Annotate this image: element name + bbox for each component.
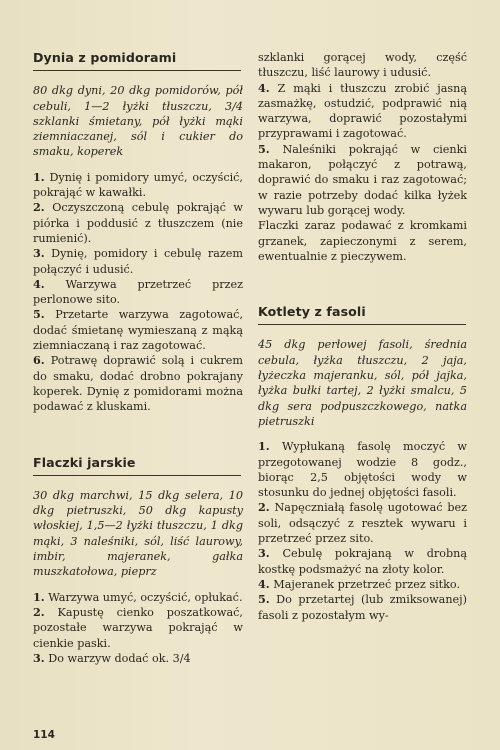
right-column xyxy=(258,50,467,623)
step-item: szklanki gorącej wody, część tłuszczu, liść laurowy i udusić. xyxy=(258,51,467,80)
recipe-title-kotlety: Kotlety z fasoli xyxy=(258,304,366,320)
continuation-flaczki xyxy=(258,50,467,264)
ingredients-flaczki: 30 dkg marchwi, 15 dkg selera, 10 dkg pietruszki, 50 dkg kapusty włoskiej, 1,5—2 łyżki tłuszczu, 1 dkg mąki, 3 naleśniki, sól, liść laurowy, imbir, majeranek, gałka muszkatołowa, pieprz xyxy=(33,488,243,579)
step-item: 3. Dynię, pomidory i cebulę razem połączyć i udusić. xyxy=(33,246,243,276)
page-number: 114 xyxy=(33,729,55,741)
ingredients-dynia: 80 dkg dyni, 20 dkg pomidorów, pół cebuli, 1—2 łyżki tłuszczu, 3/4 szklanki śmietany, pół łyżki mąki ziemniaczanej, sól i cukier do smaku, koperek xyxy=(33,84,243,159)
step-item: Flaczki zaraz podawać z kromkami grzanek, zapieczonymi z serem, ewentualnie z pieczywem. xyxy=(258,219,467,263)
steps-kotlety xyxy=(258,439,467,623)
step-item: 3. Cebulę pokrajaną w drobną kostkę podsmażyć na złoty kolor. xyxy=(258,546,467,576)
step-item: 2. Napęczniałą fasolę ugotować bez soli, odsączyć z resztek wywaru i przetrzeć przez sito. xyxy=(258,500,468,546)
step-item: 1. Dynię i pomidory umyć, oczyścić, pokrająć w kawałki. xyxy=(33,169,243,200)
steps-flaczki xyxy=(33,590,243,666)
step-item: 4. Warzywa przetrzeć przez perlonowe sito. xyxy=(33,276,244,307)
recipe-title-dynia: Dynia z pomidorami xyxy=(33,50,177,65)
step-item: 5. Do przetartej (lub zmiksowanej) fasoli z pozostałym wy- xyxy=(258,592,467,622)
step-item: 5. Naleśniki pokrająć w cienki makaron, połączyć z potrawą, doprawić do smaku i raz zagotować; w razie potrzeby dodać kilka łyżek wywaru lub gorącej wody. xyxy=(258,141,467,217)
step-item: 1. Warzywa umyć, oczyścić, opłukać. xyxy=(33,589,243,604)
step-item: 1. Wypłukaną fasolę moczyć w przegotowanej wodzie 8 godz., biorąc 2,5 objętości wody w stosunku do jednej objętości fasoli. xyxy=(258,439,468,500)
recipe-title-flaczki: Flaczki jarskie xyxy=(33,454,136,470)
step-item: 6. Potrawę doprawić solą i cukrem do smaku, dodać drobno pokrajany koperek. Dynię z pomidorami można podawać z kluskami. xyxy=(33,353,243,414)
step-item: 5. Przetarte warzywa zagotować, dodać śmietanę wymieszaną z mąką ziemniaczaną i raz zagotować. xyxy=(33,307,243,353)
title-rule xyxy=(258,324,466,325)
title-rule xyxy=(33,475,241,476)
title-rule xyxy=(33,70,241,71)
ingredients-kotlety: 45 dkg perłowej fasoli, średnia cebula, łyżka tłuszczu, 2 jaja, łyżeczka majeranku, sól, pół jajka, łyżka bułki tartej, 2 łyżki smalcu, 5 dkg sera podpuszczkowego, natka pietruszki xyxy=(258,338,467,428)
step-item: 3. Do warzyw dodać ok. 3/4 xyxy=(33,650,191,665)
step-item: 2. Kapustę cienko poszatkować, pozostałe warzywa pokrająć w cienkie paski. xyxy=(33,604,243,650)
step-item: 4. Z mąki i tłuszczu zrobić jasną zasmażkę, ostudzić, podprawić nią warzywa, doprawić pozostałymi przyprawami i zagotować. xyxy=(258,80,467,141)
step-item: 4. Majeranek przetrzeć przez sitko. xyxy=(258,576,461,591)
left-column xyxy=(33,44,243,666)
step-item: 2. Oczyszczoną cebulę pokrająć w piórka i poddusić z tłuszczem (nie rumienić). xyxy=(33,200,243,245)
steps-dynia xyxy=(33,170,243,415)
